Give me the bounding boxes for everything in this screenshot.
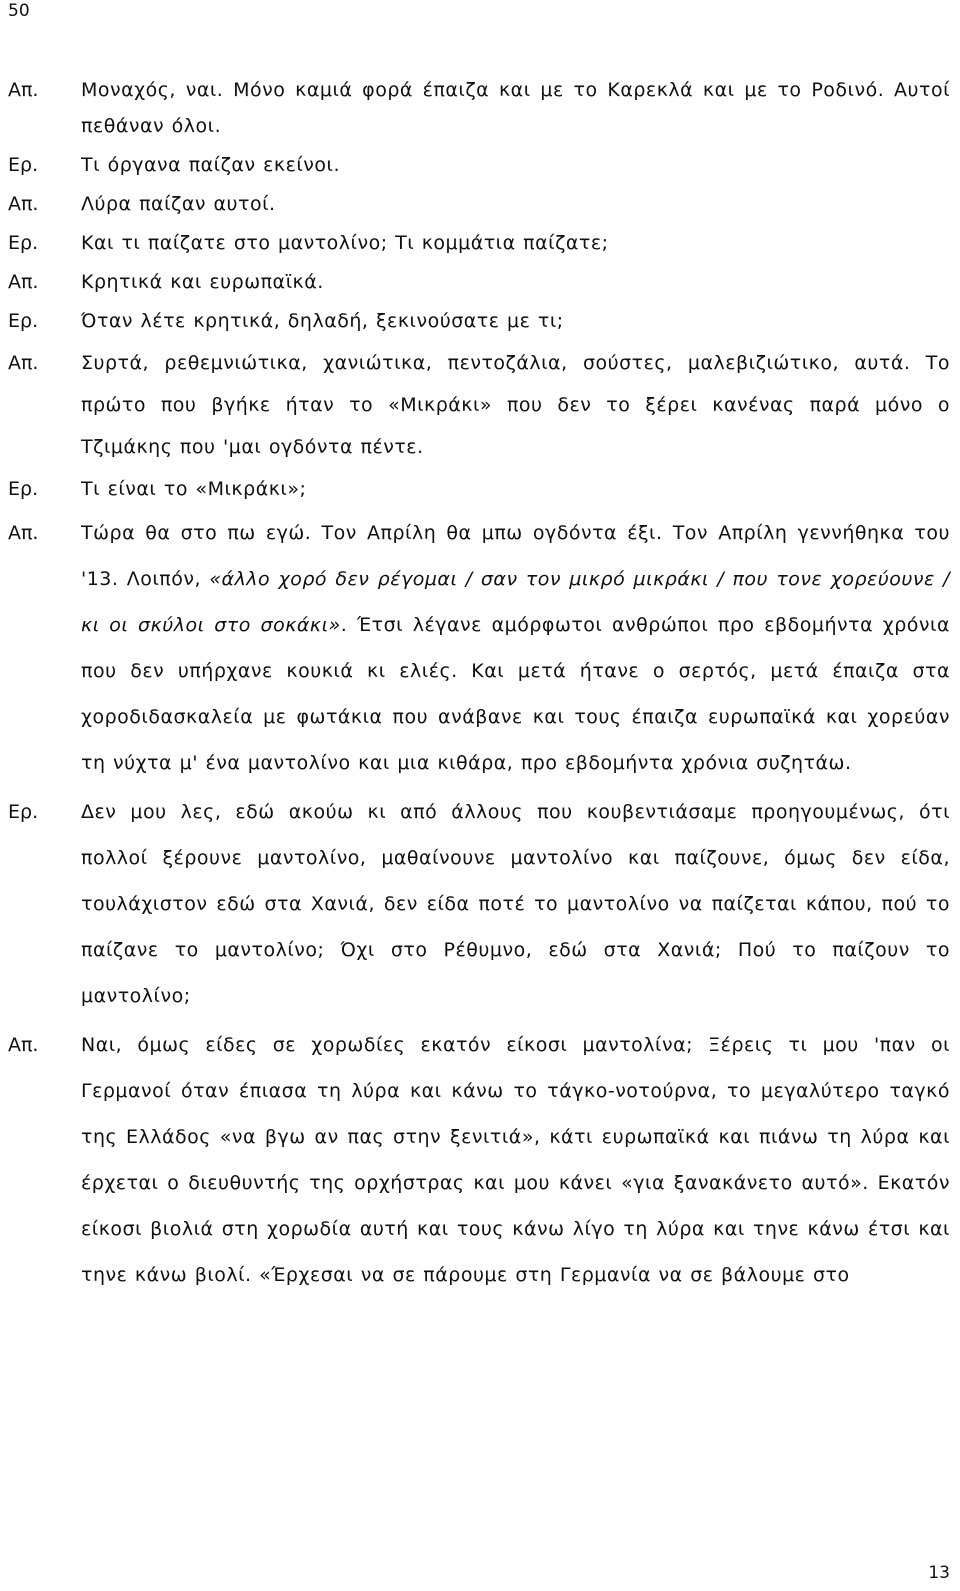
utterance: Μοναχός, ναι. Μόνο καμιά φορά έπαιζα και με το Καρεκλά και με το Ροδινό. Αυτοί πεθάναν όλοι. [81, 79, 950, 137]
dialogue-turn [8, 72, 950, 144]
dialogue-turn [8, 789, 950, 1019]
dialogue-turn [8, 147, 950, 183]
utterance: Λύρα παίζαν αυτοί. [81, 193, 276, 215]
utterance: Τώρα θα στο πω εγώ. Τον Απρίλη θα μπω ογδόντα έξι. Τον Απρίλη γεννήθηκα του '13. Λοιπόν, «άλλο χορό δεν ρέγομαι / σαν τον μικρό μικράκι / που τονε χορεύουνε / κι οι σκύλοι στο σοκάκι». Έτσι λέγανε αμόρφωτοι ανθρώποι προ εβδομήντα χρόνια που δεν υπήρχανε κουκιά κι ελιές. Και μετά ήτανε ο σερτός, μετά έπαιζα στα χοροδιδασκαλεία με φωτάκια που ανάβανε και τους έπαιζα ευρωπαϊκά και χορεύαν τη νύχτα μ' ένα μαντολίνο και μια κιθάρα, προ εβδομήντα χρόνια συζητάω. [81, 522, 950, 774]
page-number-bottom: 13 [928, 1563, 950, 1583]
utterance: Ναι, όμως είδες σε χορωδίες εκατόν είκοσι μαντολίνα; Ξέρεις τι μου 'παν οι Γερμανοί όταν έπιασα τη λύρα και κάνω το τάγκο-νοτούρνα, το μεγαλύτερο ταγκό της Ελλάδος «να βγω αν πας στην ξενιτιά», κάτι ευρωπαϊκά και πιάνω τη λύρα και έρχεται ο διευθυντής της ορχήστρας και μου κάνει «για ξανακάνετο αυτό». Εκατόν είκοσι βιολιά στη χορωδία αυτή και τους κάνω λίγο τη λύρα και τηνε κάνω έτσι και τηνε κάνω βιολί. «Έρχεσαι να σε πάρουμε στη Γερμανία να σε βάλουμε στο [81, 1034, 950, 1286]
dialogue-turn [8, 1022, 950, 1298]
dialogue-turn [8, 225, 950, 261]
dialogue-turn [8, 186, 950, 222]
utterance: Κρητικά και ευρωπαϊκά. [81, 271, 324, 293]
speaker-label: Απ. [8, 522, 39, 544]
interview-transcript [8, 72, 950, 1301]
song-quote: «άλλο χορό δεν ρέγομαι / σαν τον μικρό μικράκι / που τονε χορεύουνε / κι οι σκύλοι στο σοκάκι» [81, 568, 950, 636]
utterance: Και τι παίζατε στο μαντολίνο; Τι κομμάτια παίζατε; [81, 232, 609, 254]
utterance: Τι είναι το «Μικράκι»; [81, 478, 307, 500]
speaker-label: Απ. [8, 193, 39, 215]
dialogue-turn [8, 303, 950, 339]
speaker-label: Ερ. [8, 232, 39, 254]
utterance: Δεν μου λες, εδώ ακούω κι από άλλους που κουβεντιάσαμε προηγουμένως, ότι πολλοί ξέρουνε μαντολίνο, μαθαίνουνε μαντολίνο και παίζουνε, όμως δεν είδα, τουλάχιστον εδώ στα Χανιά, δεν είδα ποτέ το μαντολίνο να παίζεται κάπου, πού το παίζανε το μαντολίνο; Όχι στο Ρέθυμνο, εδώ στα Χανιά; Πού το παίζουν το μαντολίνο; [81, 801, 950, 1007]
utterance: Όταν λέτε κρητικά, δηλαδή, ξεκινούσατε με τι; [81, 310, 564, 332]
speaker-label: Ερ. [8, 478, 39, 500]
speaker-label: Απ. [8, 271, 39, 293]
utterance: Συρτά, ρεθεμνιώτικα, χανιώτικα, πεντοζάλια, σούστες, μαλεβιζιώτικο, αυτά. Το πρώτο που βγήκε ήταν το «Μικράκι» που δεν το ξέρει κανένας παρά μόνο ο Τζιμάκης που 'μαι ογδόντα πέντε. [81, 352, 950, 458]
speaker-label: Απ. [8, 79, 39, 101]
speaker-label: Ερ. [8, 801, 39, 823]
speaker-label: Ερ. [8, 154, 39, 176]
page-number-top: 50 [8, 1, 30, 21]
dialogue-turn [8, 342, 950, 468]
speaker-label: Απ. [8, 352, 39, 374]
speaker-label: Απ. [8, 1034, 39, 1056]
dialogue-turn [8, 510, 950, 786]
speaker-label: Ερ. [8, 310, 39, 332]
dialogue-turn [8, 264, 950, 300]
utterance: Τι όργανα παίζαν εκείνοι. [81, 154, 340, 176]
dialogue-turn [8, 471, 950, 507]
